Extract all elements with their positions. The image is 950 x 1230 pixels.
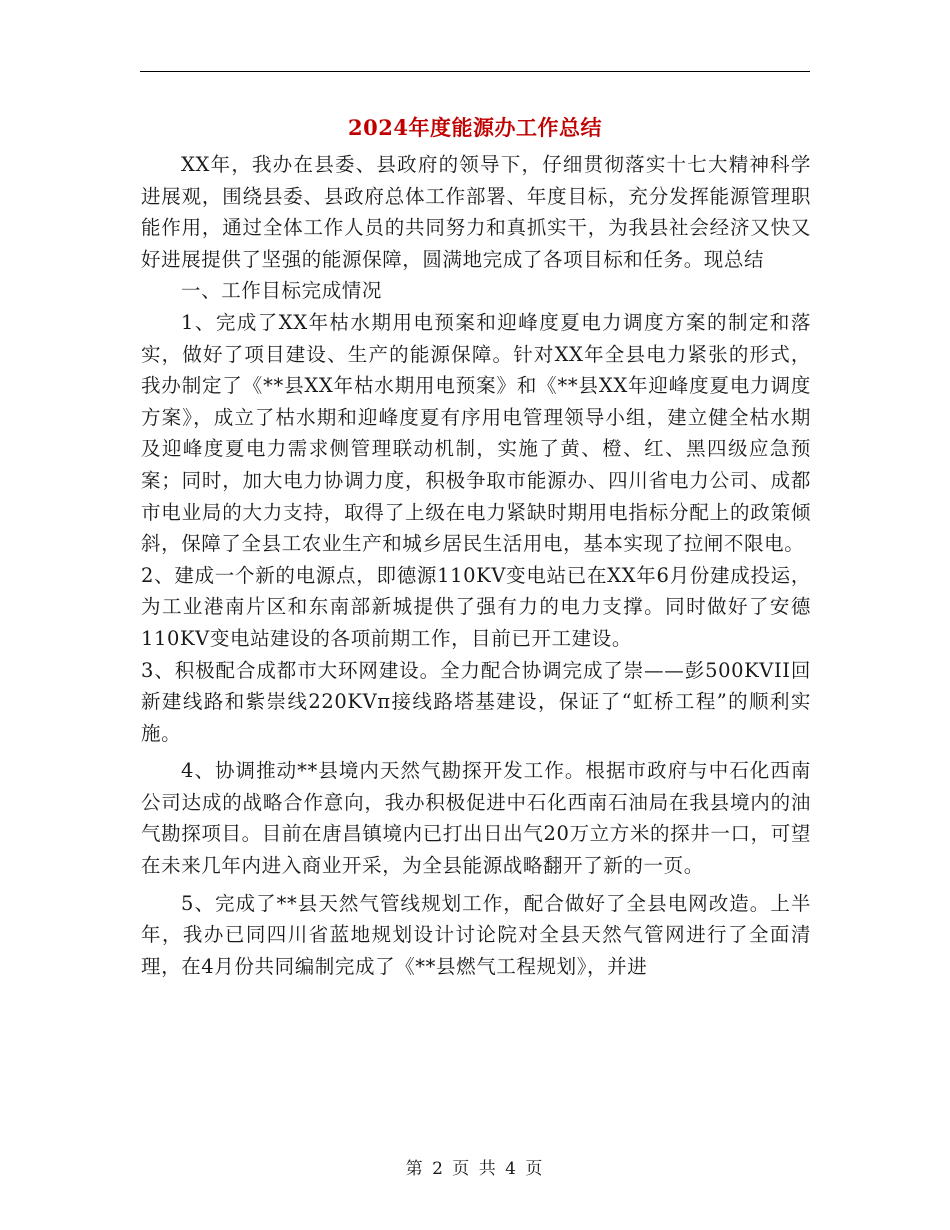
section-heading-goals: 一、工作目标完成情况 [181,279,383,303]
document-title: 2024年度能源办工作总结 [348,115,602,140]
page-number-footer: 第 2 页 共 4 页 [405,1159,545,1179]
paragraph-item-2: 2、建成一个新的电源点，即德源110KV变电站已在XX年6月份建成投运，为工业港南片区和东南部新城提供了强有力的电力支撑。同时做好了安德110KV变电站建设的各项前期工作，目前已开工建设。 [141,563,811,650]
paragraph-item-3: 3、积极配合成都市大环网建设。全力配合协调完成了崇——彭500KVII回新建线路和紫崇线220KVπ接线路塔基建设，保证了“虹桥工程”的顺利实施。 [141,658,811,745]
paragraph-item-4: 4、协调推动**县境内天然气勘探开发工作。根据市政府与中石化西南公司达成的战略合作意向，我办积极促进中石化西南石油局在我县境内的油气勘探项目。目前在唐昌镇境内已打出日出气20万立方米的探井一口，可望在未来几年内进入商业开采，为全县能源战略翻开了新的一页。 [141,759,811,878]
paragraph-intro: XX年，我办在县委、县政府的领导下，仔细贯彻落实十七大精神科学进展观，围绕县委、县政府总体工作部署、年度目标，充分发挥能源管理职能作用，通过全体工作人员的共同努力和真抓实干，为我县社会经济又快又好进展提供了坚强的能源保障，圆满地完成了各项目标和任务。现总结 [141,153,811,271]
document-body [141,149,811,982]
paragraph-item-5: 5、完成了**县天然气管线规划工作，配合做好了全县电网改造。上半年，我办已同四川省蓝地规划设计讨论院对全县天然气管网进行了全面清理，在4月份共同编制完成了《**县燃气工程规划》，并进 [141,891,811,978]
header-rule [140,71,810,72]
paragraph-item-1: 1、完成了XX年枯水期用电预案和迎峰度夏电力调度方案的制定和落实，做好了项目建设、生产的能源保障。针对XX年全县电力紧张的形式，我办制定了《**县XX年枯水期用电预案》和《**县XX年迎峰度夏电力调度方案》，成立了枯水期和迎峰度夏有序用电管理领导小组，建立健全枯水期及迎峰度夏电力需求侧管理联动机制，实施了黄、橙、红、黑四级应急预案；同时，加大电力协调力度，积极争取市能源办、四川省电力公司、成都市电业局的大力支持，取得了上级在电力紧缺时期用电指标分配上的政策倾斜，保障了全县工农业生产和城乡居民生活用电，基本实现了拉闸不限电。 [141,310,811,556]
